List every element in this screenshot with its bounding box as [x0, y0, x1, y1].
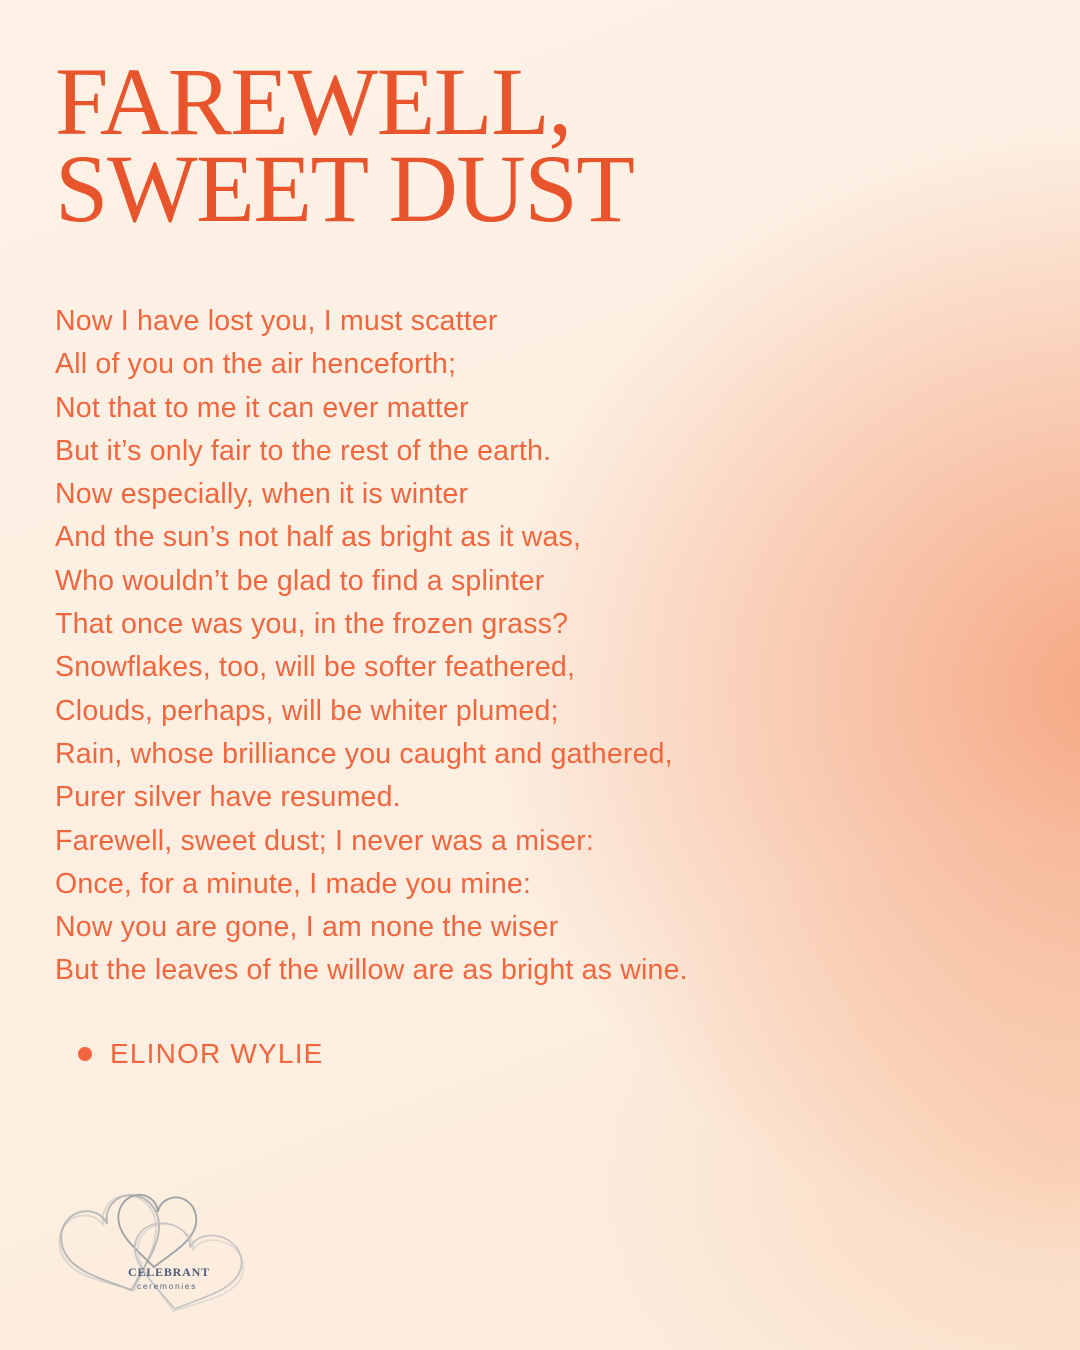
logo-tagline-text: ceremonies [137, 1281, 197, 1291]
poem-line: Not that to me it can ever matter [55, 391, 469, 424]
poem-line: Now I have lost you, I must scatter [55, 305, 498, 337]
poem-line: Now especially, when it is winter [55, 478, 469, 511]
poem-line: Clouds, perhaps, will be whiter plumed; [55, 694, 559, 727]
poem-line: But it’s only fair to the rest of the earth. [55, 434, 552, 467]
poet-name: ELINOR WYLIE [110, 1038, 324, 1069]
poem-line: Snowflakes, too, will be softer feathered, [55, 651, 576, 684]
poem-line: Now you are gone, I am none the wiser [55, 911, 559, 944]
celebrant-logo [30, 1165, 260, 1325]
poem-line: All of you on the air henceforth; [55, 348, 457, 381]
poem-line: Purer silver have resumed. [55, 781, 401, 814]
poem-body [55, 300, 688, 993]
logo-brand-text: CELEBRANT [128, 1265, 210, 1279]
poem-line: That once was you, in the frozen grass? [55, 608, 569, 641]
poem-line: Farewell, sweet dust; I never was a miser: [55, 824, 595, 857]
title-line-1: FAREWELL, [55, 48, 571, 155]
poem-line: Rain, whose brilliance you caught and gathered, [55, 737, 673, 770]
poem-line: And the sun’s not half as bright as it was, [55, 521, 582, 554]
title-line-2: SWEET DUST [55, 135, 634, 242]
two-overlapping-hearts-icon [30, 1165, 260, 1325]
poem-line: But the leaves of the willow are as bright as wine. [55, 954, 688, 987]
poem-title [55, 48, 634, 242]
poet-attribution [78, 1038, 324, 1070]
bullet-icon [78, 1047, 92, 1061]
poem-line: Once, for a minute, I made you mine: [55, 867, 532, 900]
poem-line: Who wouldn’t be glad to find a splinter [55, 564, 545, 597]
